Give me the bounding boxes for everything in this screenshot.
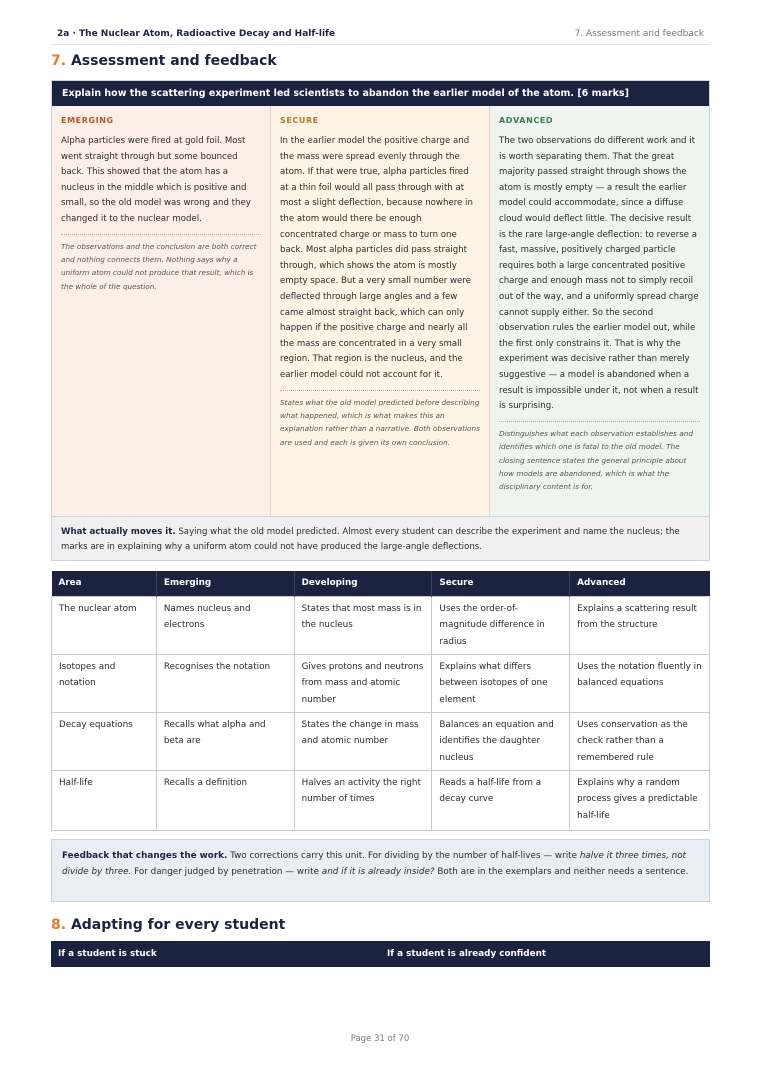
feedback-example-1: halve it three times, not divide by three. (62, 851, 687, 878)
table-cell: Halves an activity the right number of times (294, 770, 432, 830)
section-7-title: Assessment and feedback (70, 53, 277, 69)
exemplar-columns (52, 106, 709, 516)
column-header-developing: Developing (294, 571, 432, 596)
table-cell: Explains what differs between isotopes of one element (432, 654, 570, 712)
advanced-commentary: Distinguishes what each observation establishes and identifies which one is fatal to the old model. The closing sentence states the general principle about how models are abandoned, which is what the disciplinary content is for. (499, 421, 700, 494)
feedback-text-3: Both are in the exemplars and neither needs a sentence. (434, 867, 689, 878)
table-row (52, 654, 710, 712)
section-8-number: 8. (51, 917, 67, 933)
table-cell: Uses conservation as the check rather than a remembered rule (570, 712, 710, 770)
table-cell: Gives protons and neutrons from mass and atomic number (294, 654, 432, 712)
section-7-heading (51, 52, 277, 70)
table-cell-area: Half-life (52, 770, 157, 830)
column-header-emerging: Emerging (156, 571, 294, 596)
what-moves-it-text: Saying what the old model predicted. Almost every student can describe the experiment and name the nucleus; the marks are in explaining why a uniform atom could not have produced the large-angle deflections. (61, 527, 680, 552)
what-moves-it-note (52, 516, 709, 560)
adapt-header-stuck: If a student is stuck (58, 949, 157, 959)
adapting-table-header (51, 941, 710, 967)
progression-table (51, 571, 710, 831)
secure-column (271, 106, 490, 516)
feedback-text-2: For danger judged by penetration — write (131, 867, 322, 878)
table-header-row (52, 571, 710, 596)
column-header-secure: Secure (432, 571, 570, 596)
table-cell: Uses the order-of-magnitude difference in radius (432, 596, 570, 654)
section-8-heading (51, 916, 285, 934)
advanced-answer: The two observations do different work and it is worth separating them. That the great majority passed straight through shows the atom is mostly empty — a result the earlier model could accommodate, since a diffuse cloud would deflect little. The decisive result is the rare large-angle deflection: to reverse a fast, massive, positively charged particle requires both a large concentrated positive charge and enough mass not to simply recoil out of the way, and a uniformly spread charge cannot supply either. So the second observation rules the earlier model out, while the first only constrains it. That is why the experiment was decisive rather than merely suggestive — a model is abandoned when a result is impossible under it, not when a result is surprising. (499, 136, 699, 412)
feedback-example-2: and if it is already inside? (321, 867, 435, 878)
emerging-column (52, 106, 271, 516)
what-moves-it-lead: What actually moves it. (61, 527, 176, 537)
feedback-text-1: Two corrections carry this unit. For dividing by the number of half-lives — write (227, 851, 580, 861)
running-header (51, 27, 710, 45)
table-cell-area: The nuclear atom (52, 596, 157, 654)
table-cell: Explains why a random process gives a predictable half-life (570, 770, 710, 830)
table-row (52, 712, 710, 770)
table-cell: Names nucleus and electrons (156, 596, 294, 654)
table-cell-area: Decay equations (52, 712, 157, 770)
table-cell: States the change in mass and atomic number (294, 712, 432, 770)
secure-answer: In the earlier model the positive charge and the mass were spread evenly through the atom. If that were true, alpha particles fired at a thin foil would all pass through with at most a slight deflection, because nowhere in the atom would there be enough concentrated charge or mass to turn one back. Most alpha particles did pass straight through, which shows the atom is mostly empty space. But a very small number were deflected through large angles and a few came almost straight back, which can only happen if the positive charge and nearly all the mass are concentrated in a very small region. That region is the nucleus, and the earlier model could not account for it. (280, 136, 473, 380)
column-header-advanced: Advanced (570, 571, 710, 596)
table-cell-area: Isotopes and notation (52, 654, 157, 712)
secure-title: SECURE (280, 116, 319, 125)
secure-commentary: States what the old model predicted before describing what happened, which is what makes this an explanation rather than a narrative. Both observations are used and each is given its own conclusion. (280, 390, 480, 450)
page-number: Page 31 of 70 (350, 1034, 410, 1044)
table-cell: Recalls what alpha and beta are (156, 712, 294, 770)
feedback-lead: Feedback that changes the work. (62, 851, 228, 861)
emerging-answer: Alpha particles were fired at gold foil. Most went straight through but some bounced back. This showed that the atom has a nucleus in the middle which is positive and small, so the old model was wrong and they changed it to the nuclear model. (61, 136, 251, 224)
advanced-column (490, 106, 709, 516)
emerging-commentary: The observations and the conclusion are both correct and nothing connects them. Nothing says why a uniform atom could not produce that result, which is the whole of the question. (61, 234, 261, 294)
section-8-title: Adapting for every student (70, 917, 286, 933)
table-cell: Explains a scattering result from the structure (570, 596, 710, 654)
exemplar-box (51, 80, 710, 561)
table-row (52, 596, 710, 654)
question-bar: Explain how the scattering experiment led scientists to abandon the earlier model of the atom. [6 marks] (52, 81, 709, 106)
emerging-title: EMERGING (61, 116, 114, 125)
running-header-section: 7. Assessment and feedback (574, 29, 704, 39)
table-cell: Balances an equation and identifies the daughter nucleus (432, 712, 570, 770)
running-header-title: 2a · The Nuclear Atom, Radioactive Decay and Half-life (57, 29, 336, 39)
section-7-number: 7. (51, 53, 67, 69)
table-cell: Reads a half-life from a decay curve (432, 770, 570, 830)
feedback-callout (51, 839, 710, 902)
advanced-title: ADVANCED (499, 116, 554, 125)
table-cell: Recognises the notation (156, 654, 294, 712)
table-row (52, 770, 710, 830)
table-cell: Uses the notation fluently in balanced equations (570, 654, 710, 712)
table-cell: States that most mass is in the nucleus (294, 596, 432, 654)
table-cell: Recalls a definition (156, 770, 294, 830)
column-header-area: Area (52, 571, 157, 596)
adapt-header-confident: If a student is already confident (387, 949, 547, 959)
